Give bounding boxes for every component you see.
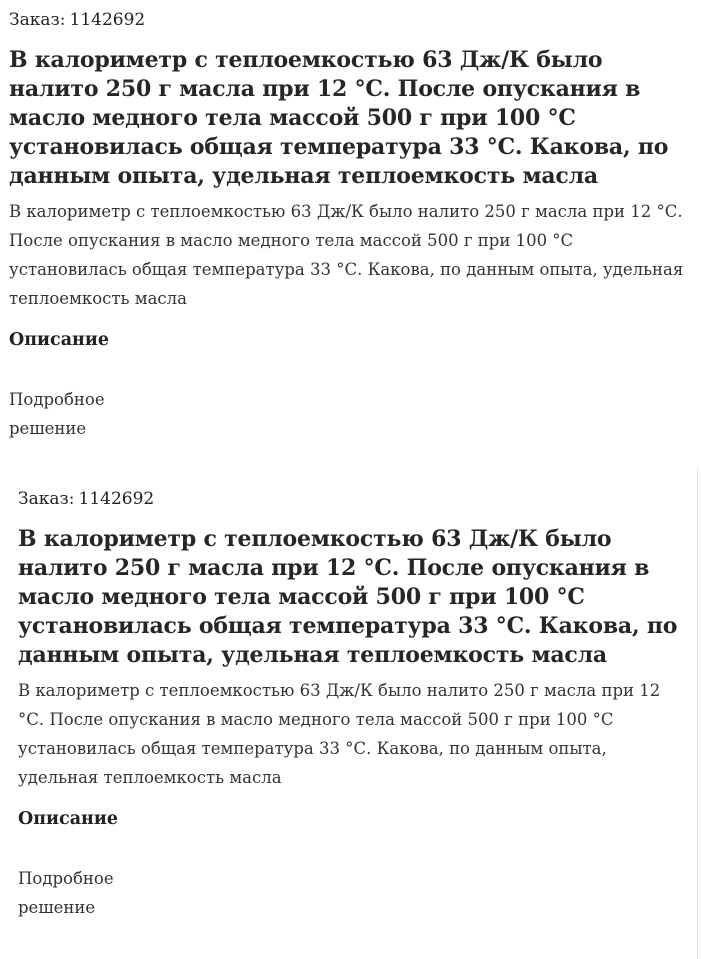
- description-heading: Описание: [9, 330, 109, 350]
- description-heading: Описание: [18, 809, 118, 829]
- order-number: 1142692: [69, 10, 146, 30]
- task-card-2: [8, 467, 698, 959]
- detailed-solution-link[interactable]: Подробное решение: [9, 390, 105, 438]
- task-body: В калориметр с теплоемкостью 63 Дж/К было налито 250 г масла при 12 °С. После опускания в масло медного тела массой 500 г при 100 °С установилась общая температура 33 °С. Какова, по данным опыта, удельная теплоемкость масла: [9, 202, 684, 308]
- task-title: В калориметр с теплоемкостью 63 Дж/К было налито 250 г масла при 12 °С. После опускания в масло медного тела массой 500 г при 100 °С установилась общая температура 33 °С. Какова, по данным опыта, удельная теплоемкость масла: [9, 47, 669, 189]
- task-body: В калориметр с теплоемкостью 63 Дж/К было налито 250 г масла при 12 °С. После опускания в масло медного тела массой 500 г при 100 °С установилась общая температура 33 °С. Какова, по данным опыта, удельная теплоемкость масла: [18, 681, 661, 787]
- detailed-solution-link[interactable]: Подробное решение: [18, 869, 114, 917]
- order-line: [9, 8, 691, 32]
- order-line: [18, 487, 687, 511]
- order-label: Заказ:: [18, 489, 75, 509]
- task-title: В калориметр с теплоемкостью 63 Дж/К было налито 250 г масла при 12 °С. После опускания в масло медного тела массой 500 г при 100 °С установилась общая температура 33 °С. Какова, по данным опыта, удельная теплоемкость масла: [18, 526, 678, 668]
- order-label: Заказ:: [9, 10, 66, 30]
- order-number: 1142692: [78, 489, 155, 509]
- task-card-1: [0, 0, 701, 462]
